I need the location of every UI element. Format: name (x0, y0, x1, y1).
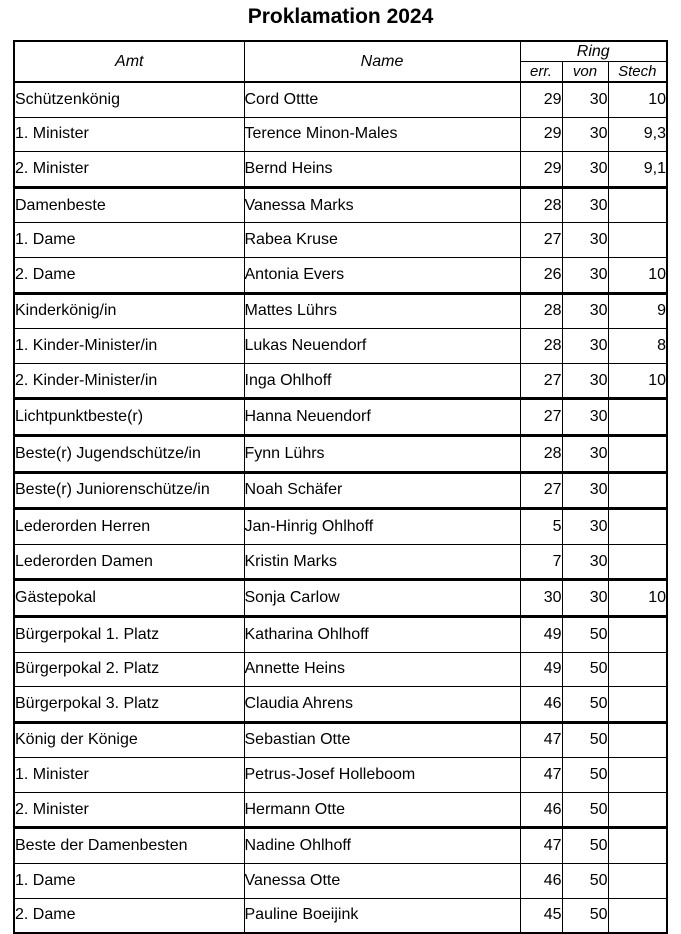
cell-von: 50 (562, 898, 608, 933)
cell-von: 30 (562, 544, 608, 580)
cell-amt: Gästepokal (14, 580, 244, 617)
cell-von: 50 (562, 687, 608, 723)
cell-stech: 10 (608, 580, 667, 617)
cell-amt: Lederorden Herren (14, 509, 244, 545)
table-row (14, 223, 667, 258)
cell-amt: Kinderkönig/in (14, 293, 244, 329)
header-von: von (562, 62, 608, 83)
cell-amt: Beste(r) Jugendschütze/in (14, 435, 244, 472)
cell-amt: Beste der Damenbesten (14, 828, 244, 864)
cell-err: 29 (520, 82, 562, 117)
cell-amt: Damenbeste (14, 187, 244, 223)
cell-von: 30 (562, 435, 608, 472)
cell-stech (608, 544, 667, 580)
cell-name: Hanna Neuendorf (244, 399, 520, 436)
cell-err: 28 (520, 435, 562, 472)
table-row (14, 435, 667, 472)
table-row (14, 257, 667, 293)
cell-amt: 2. Dame (14, 257, 244, 293)
cell-name: Sebastian Otte (244, 722, 520, 758)
table-row (14, 117, 667, 152)
table-row (14, 792, 667, 828)
cell-name: Hermann Otte (244, 792, 520, 828)
cell-stech (608, 792, 667, 828)
cell-von: 50 (562, 792, 608, 828)
table-row (14, 329, 667, 364)
cell-name: Pauline Boeijink (244, 898, 520, 933)
cell-name: Antonia Evers (244, 257, 520, 293)
cell-von: 50 (562, 616, 608, 652)
cell-err: 29 (520, 117, 562, 152)
cell-stech (608, 223, 667, 258)
header-name: Name (244, 41, 520, 82)
cell-err: 28 (520, 293, 562, 329)
cell-name: Noah Schäfer (244, 472, 520, 509)
cell-stech (608, 509, 667, 545)
proclamation-table (13, 40, 668, 934)
cell-err: 46 (520, 792, 562, 828)
cell-err: 29 (520, 152, 562, 188)
table-row (14, 82, 667, 117)
cell-amt: Lederorden Damen (14, 544, 244, 580)
cell-err: 49 (520, 652, 562, 687)
cell-name: Terence Minon-Males (244, 117, 520, 152)
table-row (14, 363, 667, 399)
cell-err: 28 (520, 187, 562, 223)
cell-stech (608, 616, 667, 652)
table-row (14, 293, 667, 329)
cell-err: 26 (520, 257, 562, 293)
cell-amt: 2. Kinder-Minister/in (14, 363, 244, 399)
cell-err: 27 (520, 399, 562, 436)
table-row (14, 864, 667, 899)
table-row (14, 616, 667, 652)
cell-amt: Bürgerpokal 3. Platz (14, 687, 244, 723)
cell-amt: 2. Dame (14, 898, 244, 933)
table-row (14, 152, 667, 188)
table-row (14, 472, 667, 509)
cell-von: 30 (562, 329, 608, 364)
cell-name: Petrus-Josef Holleboom (244, 758, 520, 793)
cell-von: 30 (562, 82, 608, 117)
cell-stech: 9,1 (608, 152, 667, 188)
cell-amt: 1. Dame (14, 223, 244, 258)
cell-amt: Bürgerpokal 1. Platz (14, 616, 244, 652)
cell-amt: 1. Minister (14, 758, 244, 793)
cell-amt: 1. Kinder-Minister/in (14, 329, 244, 364)
cell-stech (608, 435, 667, 472)
cell-name: Katharina Ohlhoff (244, 616, 520, 652)
cell-name: Rabea Kruse (244, 223, 520, 258)
cell-amt: 1. Minister (14, 117, 244, 152)
table-header (14, 41, 667, 82)
cell-name: Jan-Hinrig Ohlhoff (244, 509, 520, 545)
header-amt: Amt (14, 41, 244, 82)
cell-err: 49 (520, 616, 562, 652)
cell-von: 30 (562, 509, 608, 545)
cell-err: 5 (520, 509, 562, 545)
cell-name: Lukas Neuendorf (244, 329, 520, 364)
cell-amt: 2. Minister (14, 792, 244, 828)
cell-name: Bernd Heins (244, 152, 520, 188)
table-row (14, 652, 667, 687)
cell-err: 45 (520, 898, 562, 933)
cell-stech (608, 864, 667, 899)
table-row (14, 509, 667, 545)
table-row (14, 544, 667, 580)
cell-err: 27 (520, 472, 562, 509)
cell-amt: 2. Minister (14, 152, 244, 188)
table-body (14, 82, 667, 933)
cell-von: 30 (562, 580, 608, 617)
cell-amt: Beste(r) Juniorenschütze/in (14, 472, 244, 509)
cell-amt: Bürgerpokal 2. Platz (14, 652, 244, 687)
cell-err: 46 (520, 687, 562, 723)
cell-von: 30 (562, 152, 608, 188)
cell-stech (608, 652, 667, 687)
table-row (14, 898, 667, 933)
table-row (14, 828, 667, 864)
cell-name: Mattes Lührs (244, 293, 520, 329)
cell-err: 7 (520, 544, 562, 580)
cell-err: 46 (520, 864, 562, 899)
cell-name: Cord Ottte (244, 82, 520, 117)
cell-name: Nadine Ohlhoff (244, 828, 520, 864)
cell-err: 30 (520, 580, 562, 617)
cell-stech (608, 399, 667, 436)
cell-von: 50 (562, 652, 608, 687)
header-err: err. (520, 62, 562, 83)
table-row (14, 758, 667, 793)
cell-amt: König der Könige (14, 722, 244, 758)
table-row (14, 687, 667, 723)
cell-stech (608, 758, 667, 793)
cell-amt: Schützenkönig (14, 82, 244, 117)
cell-err: 27 (520, 363, 562, 399)
cell-amt: Lichtpunktbeste(r) (14, 399, 244, 436)
cell-von: 50 (562, 722, 608, 758)
cell-stech (608, 898, 667, 933)
table-row (14, 399, 667, 436)
cell-stech: 10 (608, 257, 667, 293)
cell-name: Annette Heins (244, 652, 520, 687)
cell-stech: 9,3 (608, 117, 667, 152)
cell-von: 30 (562, 223, 608, 258)
cell-err: 47 (520, 828, 562, 864)
table-row (14, 187, 667, 223)
cell-name: Vanessa Otte (244, 864, 520, 899)
cell-von: 30 (562, 293, 608, 329)
cell-von: 30 (562, 399, 608, 436)
table-row (14, 722, 667, 758)
cell-stech (608, 472, 667, 509)
cell-err: 47 (520, 722, 562, 758)
header-ring: Ring (520, 41, 667, 62)
cell-von: 30 (562, 187, 608, 223)
cell-von: 30 (562, 257, 608, 293)
cell-stech: 10 (608, 82, 667, 117)
cell-von: 50 (562, 758, 608, 793)
cell-stech (608, 722, 667, 758)
cell-stech: 10 (608, 363, 667, 399)
cell-err: 27 (520, 223, 562, 258)
cell-stech: 9 (608, 293, 667, 329)
cell-von: 30 (562, 472, 608, 509)
cell-von: 30 (562, 363, 608, 399)
cell-stech (608, 687, 667, 723)
cell-name: Vanessa Marks (244, 187, 520, 223)
cell-name: Claudia Ahrens (244, 687, 520, 723)
cell-stech (608, 187, 667, 223)
cell-stech: 8 (608, 329, 667, 364)
table-row (14, 580, 667, 617)
cell-name: Kristin Marks (244, 544, 520, 580)
cell-stech (608, 828, 667, 864)
cell-name: Fynn Lührs (244, 435, 520, 472)
cell-von: 50 (562, 864, 608, 899)
cell-name: Inga Ohlhoff (244, 363, 520, 399)
cell-von: 50 (562, 828, 608, 864)
cell-name: Sonja Carlow (244, 580, 520, 617)
cell-err: 47 (520, 758, 562, 793)
page-title: Proklamation 2024 (247, 5, 434, 28)
cell-von: 30 (562, 117, 608, 152)
cell-err: 28 (520, 329, 562, 364)
header-stech: Stech (608, 62, 667, 83)
cell-amt: 1. Dame (14, 864, 244, 899)
